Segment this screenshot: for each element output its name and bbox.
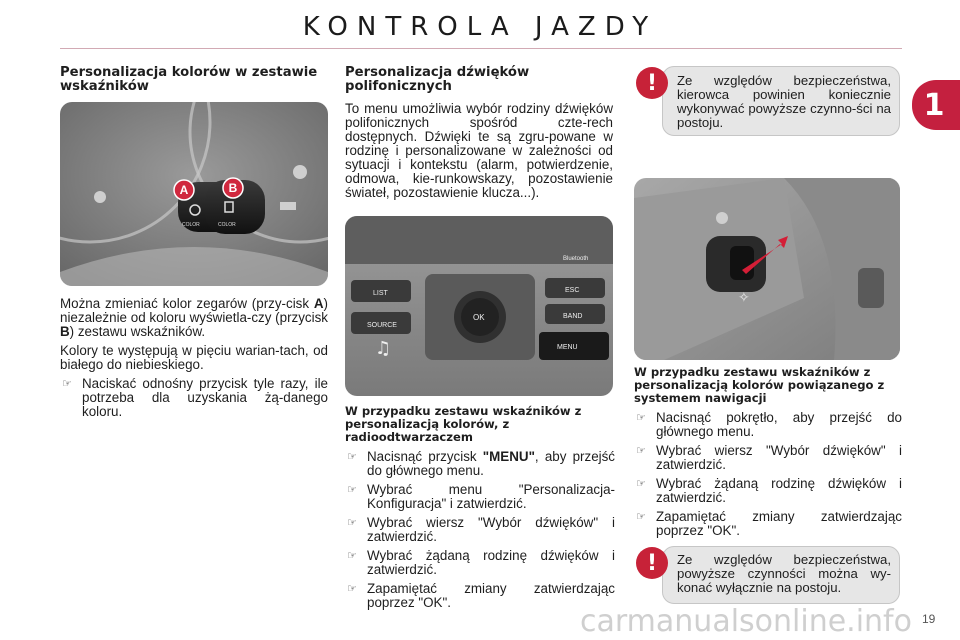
navigation-steps <box>634 366 902 543</box>
list-item: ☞ Naciskać odnośny przycisk tyle razy, ile potrzeba dla uzyskania żą-danego koloru. <box>62 376 328 419</box>
ok-button: OK <box>473 313 485 322</box>
title-divider <box>60 48 902 49</box>
esc-button: ESC <box>565 287 580 294</box>
chapter-tab: 1 <box>912 80 960 130</box>
column-1 <box>60 66 328 94</box>
radio-panel-photo <box>345 216 613 396</box>
pointer-icon: ☞ <box>347 483 357 496</box>
colors-text <box>60 297 328 424</box>
list-button: LIST <box>373 290 388 297</box>
pointer-icon: ☞ <box>636 444 646 457</box>
pointer-icon: ☞ <box>636 411 646 424</box>
steering-wheel-photo <box>634 178 900 360</box>
column-2 <box>345 66 613 200</box>
list-item: ☞ Wybrać menu "Personalizacja-Konfiguracja" i zatwierdzić. <box>347 482 615 511</box>
pointer-icon: ☞ <box>347 582 357 595</box>
warning-text-1: Ze względów bezpieczeństwa, kierowca powinien koniecznie wykonywać powyższe czynno-ści na postoju. <box>677 73 891 130</box>
svg-text:✧: ✧ <box>738 290 750 306</box>
radio-steps <box>345 405 615 615</box>
pointer-icon: ☞ <box>347 450 357 463</box>
source-button: SOURCE <box>367 322 397 329</box>
band-button: BAND <box>563 313 583 320</box>
warning-text-2: Ze względów bezpieczeństwa, powyższe czynności można wy-konać wyłącznie na postoju. <box>677 552 891 595</box>
button-b-caption: COLOR <box>218 222 236 228</box>
list-item: ☞ Wybrać żądaną rodzinę dźwięków i zatwierdzić. <box>347 548 615 577</box>
callout-b: B <box>228 181 238 195</box>
menu-button: MENU <box>557 344 578 351</box>
list-item: ☞ Nacisnąć przycisk "MENU", aby przejść do głównego menu. <box>347 449 616 478</box>
svg-text:♫: ♫ <box>375 338 392 359</box>
sounds-intro: To menu umożliwia wybór rodziny dźwięków polifonicznych spośród czte-rech dostępnych. Dźwięki te są zgru-powane w rodzinę i personalizowane w zależności od sytuacji i kontekstu (alarm, potwierdzenie, odmowa, kie-runkowskazy, pozostawienie świateł, pozostawienie klucza...). <box>345 101 613 200</box>
list-item: ☞ Zapamiętać zmiany zatwierdzając poprzez "OK". <box>636 509 902 538</box>
list-item: ☞ Wybrać wiersz "Wybór dźwięków" i zatwierdzić. <box>636 443 902 472</box>
pointer-icon: ☞ <box>347 549 357 562</box>
list-item: ☞ Nacisnąć pokrętło, aby przejść do głównego menu. <box>636 410 902 439</box>
subheading-radio: W przypadku zestawu wskaźników z personalizacją kolorów, z radioodtwarzaczem <box>345 404 582 444</box>
warning-icon: ! <box>636 547 668 579</box>
list-item: ☞ Wybrać żądaną rodzinę dźwięków i zatwierdzić. <box>636 476 902 505</box>
list-item: ☞ Wybrać wiersz "Wybór dźwięków" i zatwierdzić. <box>347 515 615 544</box>
page-number: 19 <box>922 612 936 626</box>
pointer-icon: ☞ <box>62 377 72 390</box>
pointer-icon: ☞ <box>636 510 646 523</box>
bluetooth-logo: Bluetooth <box>563 256 589 262</box>
page-title: KONTROLA JAZDY <box>302 12 658 42</box>
list-item: ☞ Zapamiętać zmiany zatwierdzając poprzez "OK". <box>347 581 615 610</box>
callout-a: A <box>179 183 189 197</box>
pointer-icon: ☞ <box>636 477 646 490</box>
watermark: carmanualsonline.info <box>580 604 912 639</box>
button-a-caption: COLOR <box>182 222 200 228</box>
instrument-panel-photo <box>60 102 328 286</box>
section-heading-colors: Personalizacja kolorów w zestawie wskaźników <box>60 65 318 94</box>
subheading-navigation: W przypadku zestawu wskaźników z personalizacją kolorów powiązanego z systemem nawigacji <box>634 365 885 405</box>
colors-paragraph-2: Kolory te występują w pięciu warian-tach, od białego do niebieskiego. <box>60 343 328 372</box>
pointer-icon: ☞ <box>347 516 357 529</box>
section-heading-sounds: Personalizacja dźwięków polifonicznych <box>345 65 530 94</box>
warning-icon: ! <box>636 67 668 99</box>
colors-paragraph-1: Można zmieniać kolor zegarów (przy-cisk A) niezależnie od koloru wyświetla-czy (przycisk B) zestawu wskaźników. <box>60 296 328 339</box>
